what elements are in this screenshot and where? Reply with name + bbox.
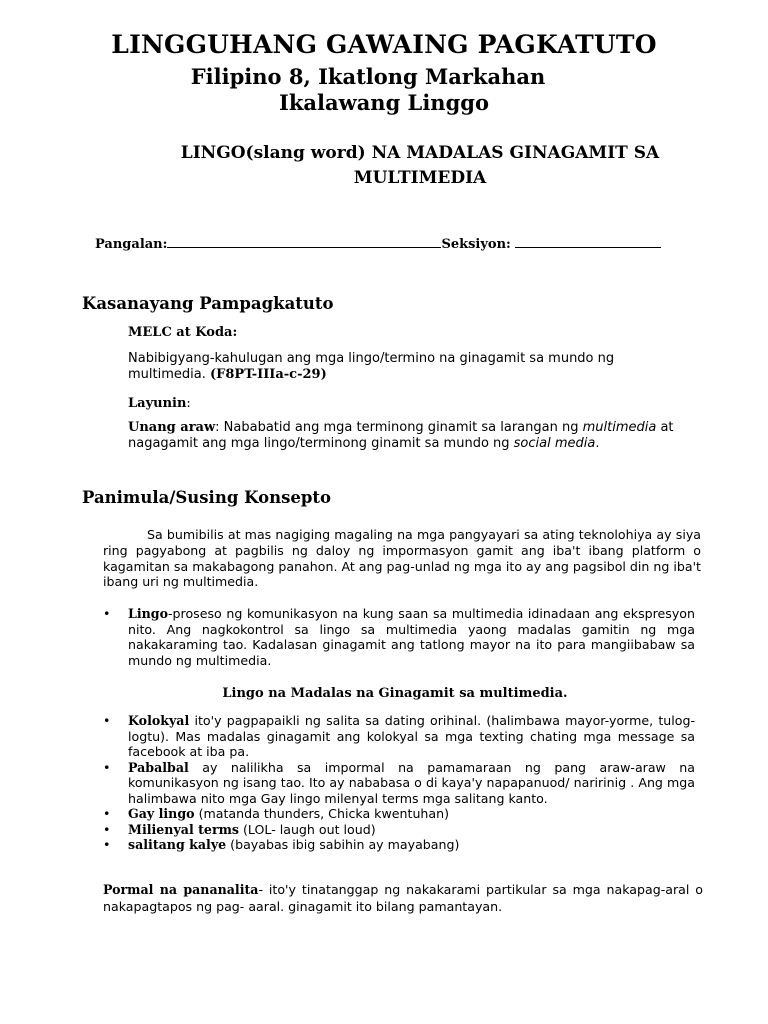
week-subtitle: Ikalawang Linggo [279,90,489,115]
list-heading: Lingo na Madalas na Ginagamit sa multimedia. [222,686,568,701]
layunin-label: Layunin [128,396,187,411]
layunin-row [128,396,191,412]
intro-paragraph [103,527,701,590]
pormal-paragraph [103,881,703,915]
pormal-term: Pormal na pananalita [103,882,259,897]
bullet-icon: • [103,606,111,621]
melc-code: (F8PT-IIIa-c-29) [210,367,327,382]
item-term: salitang kalye [128,837,227,852]
subject-subtitle: Filipino 8, Ikatlong Markahan [190,64,546,89]
list-item [103,606,695,668]
list-item [103,713,695,760]
topic-title: LINGO(slang word) NA MADALAS GINAGAMIT SA MULTIMEDIA [180,143,660,188]
list-item [103,837,695,853]
bullet-icon: • [103,759,111,775]
melc-label: MELC at Koda: [128,325,238,340]
unang-araw-label: Unang araw [128,420,216,435]
lingo-types-list [103,713,695,853]
page-title: LINGGUHANG GAWAING PAGKATUTO [111,30,657,59]
lingo-definition-list [103,606,695,668]
item-term: Kolokyal [128,713,190,728]
unang-text-part: : Nababatid ang mga terminong ginamit sa larangan ng [215,420,583,435]
name-field-line[interactable] [167,235,441,248]
bullet-icon: • [103,837,111,852]
item-term: Milienyal terms [128,821,239,837]
section-label: Seksiyon: [441,237,511,252]
unang-emphasis-social-media: social media [513,436,596,451]
unang-text-part: at nagagamit ang mga lingo/terminong ginamit sa mundo ng [128,420,674,451]
melc-text [128,351,673,383]
unang-emphasis-multimedia: multimedia [582,420,657,435]
name-label: Pangalan: [95,237,168,252]
layunin-colon: : [186,396,191,411]
kasanayan-heading: Kasanayang Pampagkatuto [82,294,334,313]
melc-description: Nabibigyang-kahulugan ang mga lingo/termino na ginagamit sa mundo ng multimedia. [128,351,615,382]
list-item [103,760,695,807]
pormal-definition: - ito'y tinatanggap ng nakakarami partikular sa mga nakapag-aral o nakapagtapos ng pag- aaral. ginagamit ito bilang pamantayan. [103,882,703,914]
bullet-icon: • [103,806,111,821]
item-text: (bayabas ibig sabihin ay mayabang) [226,837,460,852]
item-text: ito'y pagpapaikli ng salita sa dating orihinal. (halimbawa mayor-yorme, tulog-logtu). Mas madalas ginagamit ang kolokyal sa mga texting chating mga message sa facebook at iba pa. [128,713,695,759]
unang-araw-text [128,420,708,452]
list-item [103,806,695,822]
item-term: Pabalbal [128,759,189,775]
item-text: (matanda thunders, Chicka kwentuhan) [194,806,450,821]
bullet-icon: • [103,713,111,728]
intro-text: Sa bumibilis at mas nagiging magaling na mga pangyayari sa ating teknolohiya ay siya ring pagyabong at pagbilis ng daloy ng impormasyon gamit ang iba't ibang platform o kagamitan sa makabagong panahon. At ang pag-unlad ng mga ito ay ang pagsibol din ng iba't ibang uri ng multimedia. [103,527,701,590]
item-term: Gay lingo [128,806,195,821]
panimula-heading: Panimula/Susing Konsepto [82,488,332,507]
name-section-row [95,235,661,252]
unang-text-part: . [595,436,600,451]
item-text: (LOL- laugh out loud) [239,821,376,837]
section-field-line[interactable] [515,235,661,248]
list-item [103,822,695,838]
lingo-definition: -proseso ng komunikasyon na kung saan sa multimedia idinadaan ang ekspresyon nito. Ang nagkokontrol sa lingo sa multimedia yaong madalas gamitin ng mga nakakaraming tao. Kadalasan ginagamit ang tatlong mayor na ito para mangiibabaw sa mundo ng multimedia. [128,606,695,668]
bullet-icon: • [103,821,111,837]
item-text: ay nalilikha sa impormal na pamamaraan ng pang araw-araw na komunikasyon ng isang tao. Ito ay nababasa o di kaya'y napapanuod/ naririnig . Ang mga halimbawa nito mga Gay lingo milenyal terms mga salitang kanto. [128,759,695,806]
lingo-term: Lingo [128,606,169,621]
